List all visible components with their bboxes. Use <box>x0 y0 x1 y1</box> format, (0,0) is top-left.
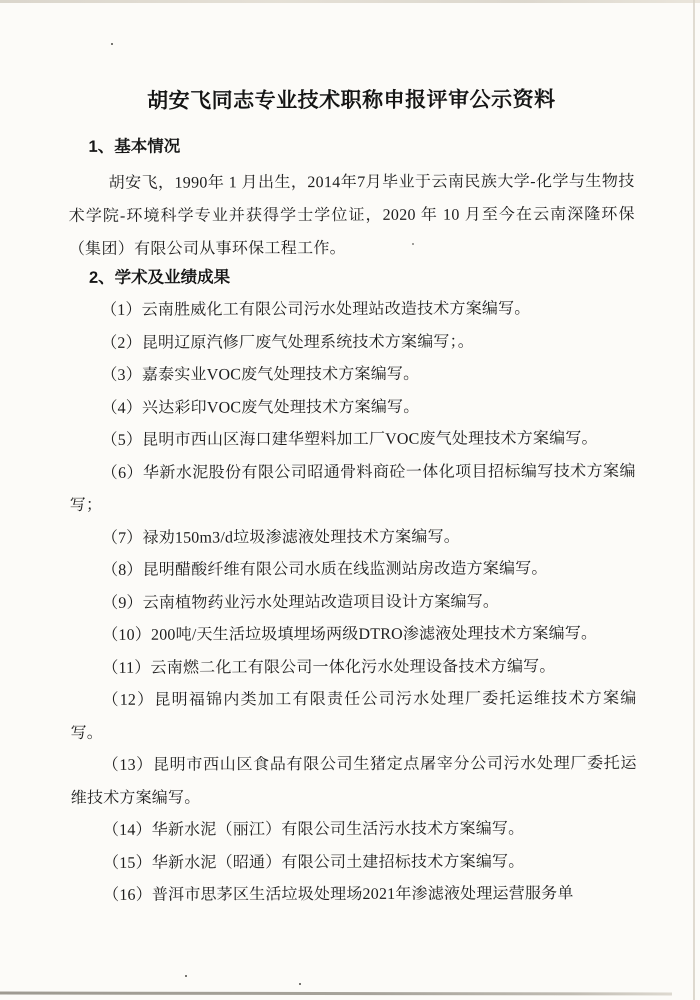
achievement-item-15: （15）华新水泥（昭通）有限公司土建招标技术方案编写。 <box>102 852 525 872</box>
document-content <box>68 0 637 912</box>
achievement-list <box>69 293 637 912</box>
achievement-item-14: （14）华新水泥（丽江）有限公司生活污水技术方案编写。 <box>102 820 525 839</box>
achievement-item-10: （10）200吨/天生活垃圾填埋场两级DTRO渗滤液处理技术方案编写。 <box>102 625 598 644</box>
achievement-item-1: （1）云南胜威化工有限公司污水处理站改造技术方案编写。 <box>101 300 531 319</box>
achievement-item-8: （8）昆明醋酸纤维有限公司水质在线监测站房改造方案编写。 <box>101 560 548 579</box>
achievement-item-5: （5）昆明市西山区海口建华塑料加工厂VOC废气处理技术方案编写。 <box>101 430 598 449</box>
achievement-item-11: （11）云南燃二化工有限公司一体化污水处理设备技术方编写。 <box>102 657 556 677</box>
section-heading-achievements: 2、学术及业绩成果 <box>88 268 231 287</box>
achievement-item-2: （2）昆明辽原汽修厂废气处理系统技术方案编写；。 <box>101 333 475 352</box>
achievement-item-12: （12）昆明福锦内类加工有限责任公司污水处理厂委托运维技术方案编写。 <box>70 690 637 742</box>
scan-right-edge <box>693 0 695 1000</box>
scan-bottom-edge <box>0 992 672 996</box>
scan-speck <box>299 983 301 985</box>
achievement-item-13: （13）昆明市西山区食品有限公司生猪定点屠宰分公司污水处理厂委托运维技术方案编写。 <box>70 755 637 807</box>
achievement-item-7: （7）禄劝150m3/d垃圾渗滤液处理技术方案编写。 <box>101 528 460 547</box>
achievement-item-16: （16）普洱市思茅区生活垃圾处理场2021年渗滤液处理运营服务单 <box>103 885 574 904</box>
basic-info-paragraph: 胡安飞，1990年 1 月出生，2014年7月毕业于云南民族大学-化学与生物技术学院-环境科学专业并获得学士学位证，2020 年 10 月至今在云南深隆环保（集团）有限公司从事环保工程工作。 <box>68 173 635 258</box>
achievement-item-6: （6）华新水泥股份有限公司昭通骨料商砼一体化项目招标编写技术方案编写； <box>69 462 636 514</box>
achievement-item-9: （9）云南植物药业污水处理站改造项目设计方案编写。 <box>102 592 500 612</box>
achievement-item-3: （3）嘉泰实业VOC废气处理技术方案编写。 <box>101 365 420 384</box>
section-heading-basic-info: 1、基本情况 <box>88 137 181 156</box>
achievement-item-4: （4）兴达彩印VOC废气处理技术方案编写。 <box>101 398 420 417</box>
page-title: 胡安飞同志专业技术职称申报评审公示资料 <box>147 88 556 113</box>
scan-speck <box>185 975 187 977</box>
